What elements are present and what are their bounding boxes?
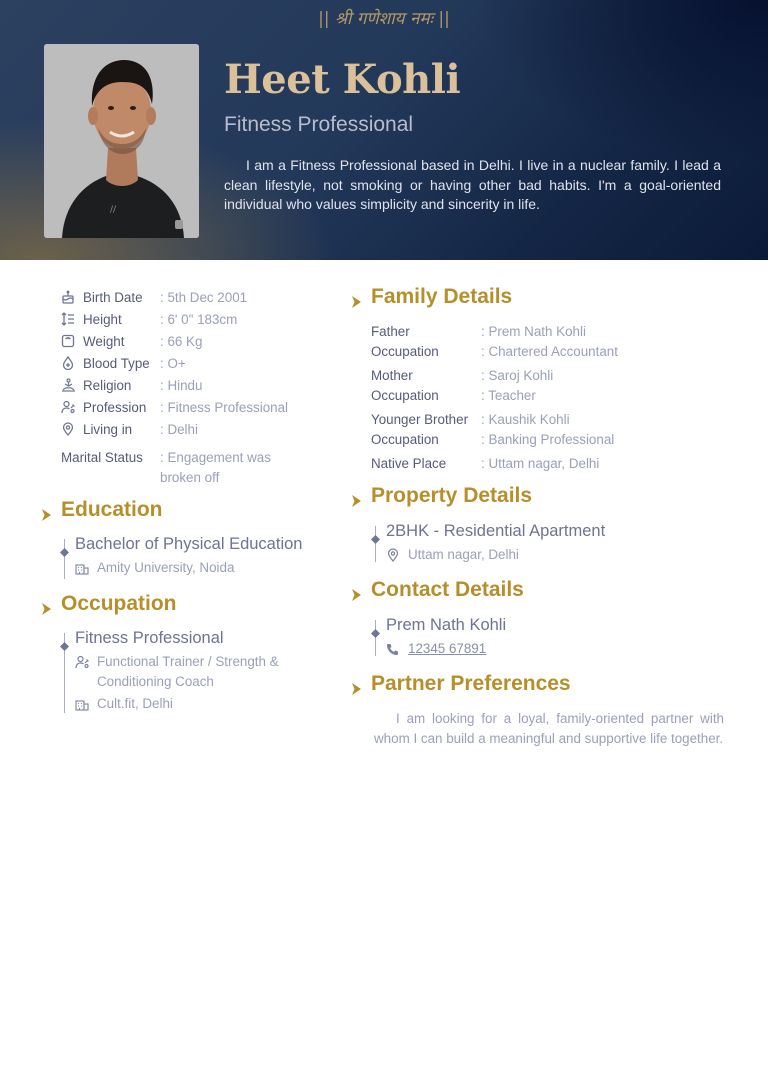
timeline-dot-icon: [60, 636, 69, 655]
info-row-blood-type: Blood Type : O+: [61, 352, 321, 374]
info-row-height: Height : 6' 0" 183cm: [61, 308, 321, 330]
building-icon: [75, 694, 97, 717]
profile-tagline: Fitness Professional: [224, 113, 414, 136]
info-row-religion: Religion : Hindu: [61, 374, 321, 396]
property-item: 2BHK - Residential Apartment: [386, 522, 606, 540]
info-row-weight: Weight : 66 Kg: [61, 330, 321, 352]
phone-icon: [386, 639, 408, 662]
profile-name: Heet Kohli: [224, 56, 461, 103]
info-row-living-in: Living in : Delhi: [61, 418, 321, 440]
shloka-text: || श्री गणेशाय नमः ||: [318, 9, 450, 29]
cake-icon: [61, 290, 83, 304]
location-pin-icon: [61, 422, 83, 436]
section-arrow-icon: [351, 584, 362, 608]
occupation-company: Cult.fit, Delhi: [75, 694, 173, 717]
building-icon: [75, 558, 97, 581]
family-row: Native Place : Uttam nagar, Delhi: [371, 456, 600, 472]
family-row: Father : Prem Nath Kohli: [371, 324, 586, 340]
occupation-detail: Functional Trainer / Strength & Conditioning Coach: [75, 652, 315, 692]
contact-title: Contact Details: [371, 578, 524, 602]
section-arrow-icon: [351, 291, 362, 315]
contact-name: Prem Nath Kohli: [386, 616, 507, 634]
occupation-timeline: [60, 629, 330, 715]
property-title: Property Details: [371, 484, 532, 508]
occupation-role: Fitness Professional: [75, 629, 224, 647]
info-row-marital-status: Marital Status : Engagement was broken off: [61, 450, 271, 485]
info-row-profession: Profession : Fitness Professional: [61, 396, 321, 418]
timeline-dot-icon: [60, 542, 69, 561]
blood-drop-icon: [61, 356, 83, 370]
contact-timeline: [371, 616, 691, 658]
weight-icon: [61, 334, 83, 348]
section-arrow-icon: [41, 504, 52, 528]
profile-header: [0, 0, 768, 260]
family-row: Occupation : Banking Professional: [371, 431, 615, 447]
section-arrow-icon: [351, 678, 362, 702]
personal-info: [61, 286, 321, 487]
education-title: Education: [61, 498, 163, 522]
family-row: Younger Brother : Kaushik Kohli: [371, 412, 570, 428]
profession-icon: [75, 652, 97, 692]
about-text: I am a Fitness Professional based in Delhi. I live in a nuclear family. I lead a clean lifestyle, not smoking or having other bad habits. I'm a goal-oriented individual who values simplicity and sincerity in life.: [224, 157, 721, 212]
height-icon: [61, 312, 83, 326]
family-title: Family Details: [371, 285, 512, 309]
contact-phone-row: [386, 639, 486, 662]
phone-link[interactable]: 12345 67891: [408, 641, 487, 656]
religion-icon: [61, 378, 83, 392]
education-institute: Amity University, Noida: [75, 558, 234, 581]
profile-photo: [44, 44, 199, 238]
family-row: Mother : Saroj Kohli: [371, 368, 554, 384]
family-row: Occupation : Teacher: [371, 387, 536, 403]
partner-preferences-text: I am looking for a loyal, family-oriented partner with whom I can build a meaningful and supportive life together.: [374, 711, 724, 746]
partner-title: Partner Preferences: [371, 672, 571, 696]
property-timeline: [371, 522, 691, 564]
family-row: Occupation : Chartered Accountant: [371, 343, 618, 359]
timeline-dot-icon: [371, 623, 380, 642]
occupation-title: Occupation: [61, 592, 177, 616]
family-details: [371, 322, 618, 474]
info-row-birth-date: Birth Date : 5th Dec 2001: [61, 286, 321, 308]
location-pin-icon: [386, 545, 408, 568]
profession-icon: [61, 400, 83, 414]
education-degree: Bachelor of Physical Education: [75, 535, 303, 553]
timeline-dot-icon: [371, 529, 380, 548]
property-location: Uttam nagar, Delhi: [386, 545, 519, 568]
svg-text://: //: [110, 205, 117, 215]
section-arrow-icon: [351, 490, 362, 514]
section-arrow-icon: [41, 598, 52, 622]
education-timeline: [60, 535, 330, 581]
